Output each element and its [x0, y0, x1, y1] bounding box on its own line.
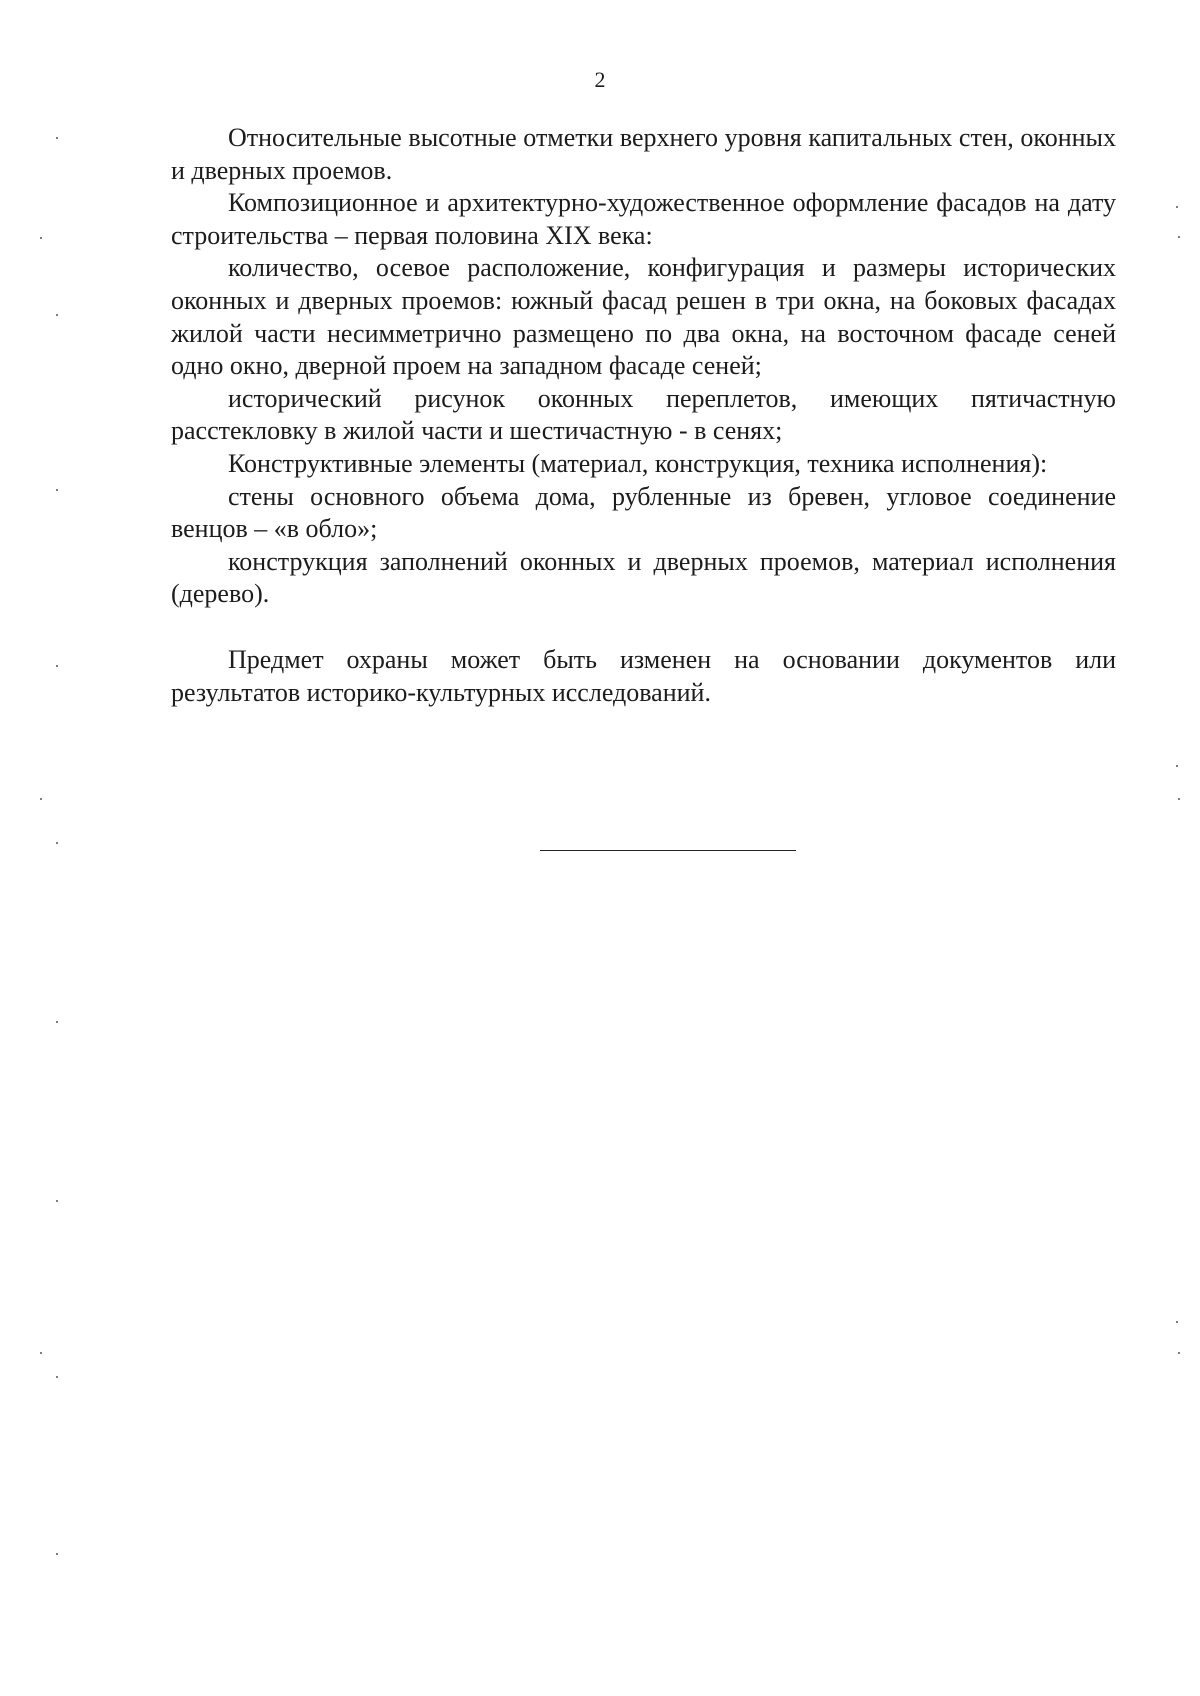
scan-speck [56, 842, 58, 844]
scan-speck [40, 1352, 42, 1354]
paragraph-elevation-marks: Относительные высотные отметки верхнего уровня капитальных стен, оконных и дверных проемов. [171, 123, 1116, 185]
scan-speck [56, 314, 58, 316]
scan-speck [1178, 236, 1180, 238]
scan-speck [1176, 765, 1178, 767]
scan-speck [1178, 798, 1180, 800]
scan-speck [56, 665, 58, 667]
scan-speck [56, 1021, 58, 1023]
scan-speck [40, 798, 42, 800]
scan-speck [56, 1200, 58, 1202]
paragraph-window-frames: исторический рисунок оконных переплетов, имеющих пятичастную расстекловку в жилой части и шестичастную - в сенях; [171, 383, 1116, 446]
scan-speck [1176, 1321, 1178, 1323]
scan-speck [40, 237, 42, 239]
scan-speck [56, 137, 58, 139]
scan-speck [56, 1376, 58, 1378]
paragraph-walls: стены основного объема дома, рубленные из бревен, угловое соединение венцов – «в обло»; [171, 481, 1116, 544]
paragraph-facade-design: Композиционное и архитектурно-художественное оформление фасадов на дату строительства – первая половина XIX века: [171, 188, 1116, 250]
scan-speck [1176, 206, 1178, 208]
scan-speck [56, 1553, 58, 1555]
end-rule-divider [540, 850, 796, 851]
paragraph-structural-elements: Конструктивные элементы (материал, конструкция, техника исполнения): [228, 448, 1048, 478]
scan-speck [1178, 1352, 1180, 1354]
document-body [171, 122, 1116, 709]
paragraph-protection-note: Предмет охраны может быть изменен на основании документов или результатов историко-культурных исследований. [171, 644, 1116, 707]
page-number: 2 [594, 67, 606, 92]
scan-speck [56, 489, 58, 491]
paragraph-openings: количество, осевое расположение, конфигурация и размеры исторических оконных и дверных проемов: южный фасад решен в три окна, на боковых фасадах жилой части несимметрично размещено по два окна, на восточном фасаде сеней одно окно, дверной проем на западном фасаде сеней; [171, 253, 1116, 381]
paragraph-fillings: конструкция заполнений оконных и дверных проемов, материал исполнения (дерево). [171, 546, 1116, 609]
